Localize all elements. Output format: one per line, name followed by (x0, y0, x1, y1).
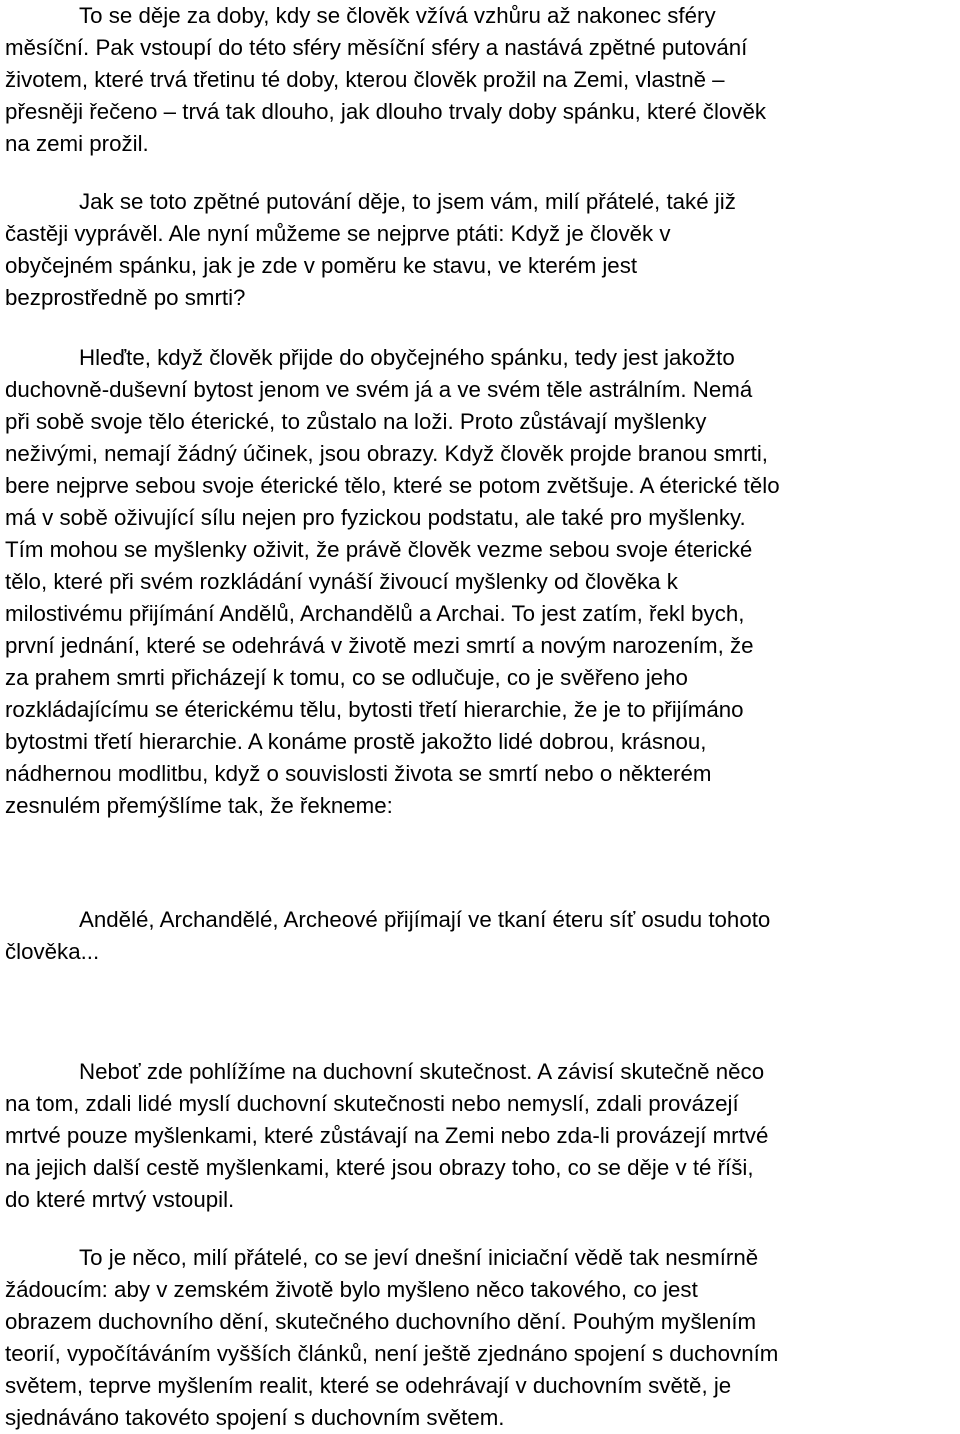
text-line: teorií, vypočítáváním vyšších článků, není ještě zjednáno spojení s duchovním (5, 1341, 779, 1366)
text-line: přesněji řečeno – trvá tak dlouho, jak dlouho trvaly doby spánku, které člověk (5, 99, 767, 124)
text-line: Hleďte, když člověk přijde do obyčejného spánku, tedy jest jakožto (79, 345, 735, 370)
text-line: bezprostředně po smrti? (5, 285, 246, 310)
text-line: zesnulém přemýšlíme tak, že řekneme: (5, 793, 393, 818)
text-line: za prahem smrti přicházejí k tomu, co se odlučuje, co je svěřeno jeho (5, 665, 688, 690)
paragraph (5, 1242, 778, 1434)
text-line: To se děje za doby, kdy se člověk vžívá vzhůru až nakonec sféry (79, 3, 716, 28)
paragraph (5, 186, 736, 314)
text-line: milostivému přijímání Andělů, Archandělů a Archai. To jest zatím, řekl bych, (5, 601, 745, 626)
text-line: Jak se toto zpětné putování děje, to jsem vám, milí přátelé, také již (79, 189, 736, 214)
paragraph (5, 342, 780, 822)
text-line: na tom, zdali lidé myslí duchovní skutečnosti nebo nemyslí, zdali provázejí (5, 1091, 739, 1116)
text-line: měsíční. Pak vstoupí do této sféry měsíční sféry a nastává zpětné putování (5, 35, 748, 60)
text-line: obrazem duchovního dění, skutečného duchovního dění. Pouhým myšlením (5, 1309, 757, 1334)
text-line: duchovně-duševní bytost jenom ve svém já a ve svém těle astrálním. Nemá (5, 377, 753, 402)
text-line: To je něco, milí přátelé, co se jeví dnešní iniciační vědě tak nesmírně (79, 1245, 759, 1270)
text-line: při sobě svoje tělo éterické, to zůstalo na loži. Proto zůstávají myšlenky (5, 409, 707, 434)
text-line: první jednání, které se odehrává v životě mezi smrtí a novým narozením, že (5, 633, 754, 658)
text-line: Tím mohou se myšlenky oživit, že právě člověk vezme sebou svoje éterické (5, 537, 753, 562)
text-line: na jejich další cestě myšlenkami, které jsou obrazy toho, co se děje v té říši, (5, 1155, 754, 1180)
text-line: do které mrtvý vstoupil. (5, 1187, 235, 1212)
text-line: nádhernou modlitbu, když o souvislosti života se smrtí nebo o některém (5, 761, 712, 786)
text-line: bytostmi třetí hierarchie. A konáme prostě jakožto lidé dobrou, krásnou, (5, 729, 707, 754)
paragraph (5, 1056, 768, 1216)
text-line: má v sobě oživující sílu nejen pro fyzickou podstatu, ale také pro myšlenky. (5, 505, 746, 530)
text-line: rozkládajícímu se éterickému tělu, bytosti třetí hierarchie, že je to přijímáno (5, 697, 744, 722)
text-line: sjednáváno takovéto spojení s duchovním světem. (5, 1405, 505, 1430)
text-line: neživými, nemají žádný účinek, jsou obrazy. Když člověk projde branou smrti, (5, 441, 768, 466)
text-line: častěji vyprávěl. Ale nyní můžeme se nejprve ptáti: Když je člověk v (5, 221, 671, 246)
text-line: světem, teprve myšlením realit, které se odehrávají v duchovním světě, je (5, 1373, 732, 1398)
text-line: tělo, které při svém rozkládání vynáší živoucí myšlenky od člověka k (5, 569, 678, 594)
text-line: mrtvé pouze myšlenkami, které zůstávají na Zemi nebo zda-li provázejí mrtvé (5, 1123, 769, 1148)
text-line: žádoucím: aby v zemském životě bylo myšleno něco takového, co jest (5, 1277, 698, 1302)
text-line: obyčejném spánku, jak je zde v poměru ke stavu, ve kterém jest (5, 253, 638, 278)
paragraph (5, 0, 766, 160)
text-line: člověka... (5, 939, 100, 964)
text-line: životem, které trvá třetinu té doby, kterou člověk prožil na Zemi, vlastně – (5, 67, 725, 92)
text-line: Andělé, Archandělé, Archeové přijímají ve tkaní éteru síť osudu tohoto (79, 907, 771, 932)
text-line: bere nejprve sebou svoje éterické tělo, které se potom zvětšuje. A éterické tělo (5, 473, 780, 498)
text-line: Neboť zde pohlížíme na duchovní skutečnost. A závisí skutečně něco (79, 1059, 765, 1084)
quoted-prayer (5, 904, 770, 968)
text-line: na zemi prožil. (5, 131, 149, 156)
